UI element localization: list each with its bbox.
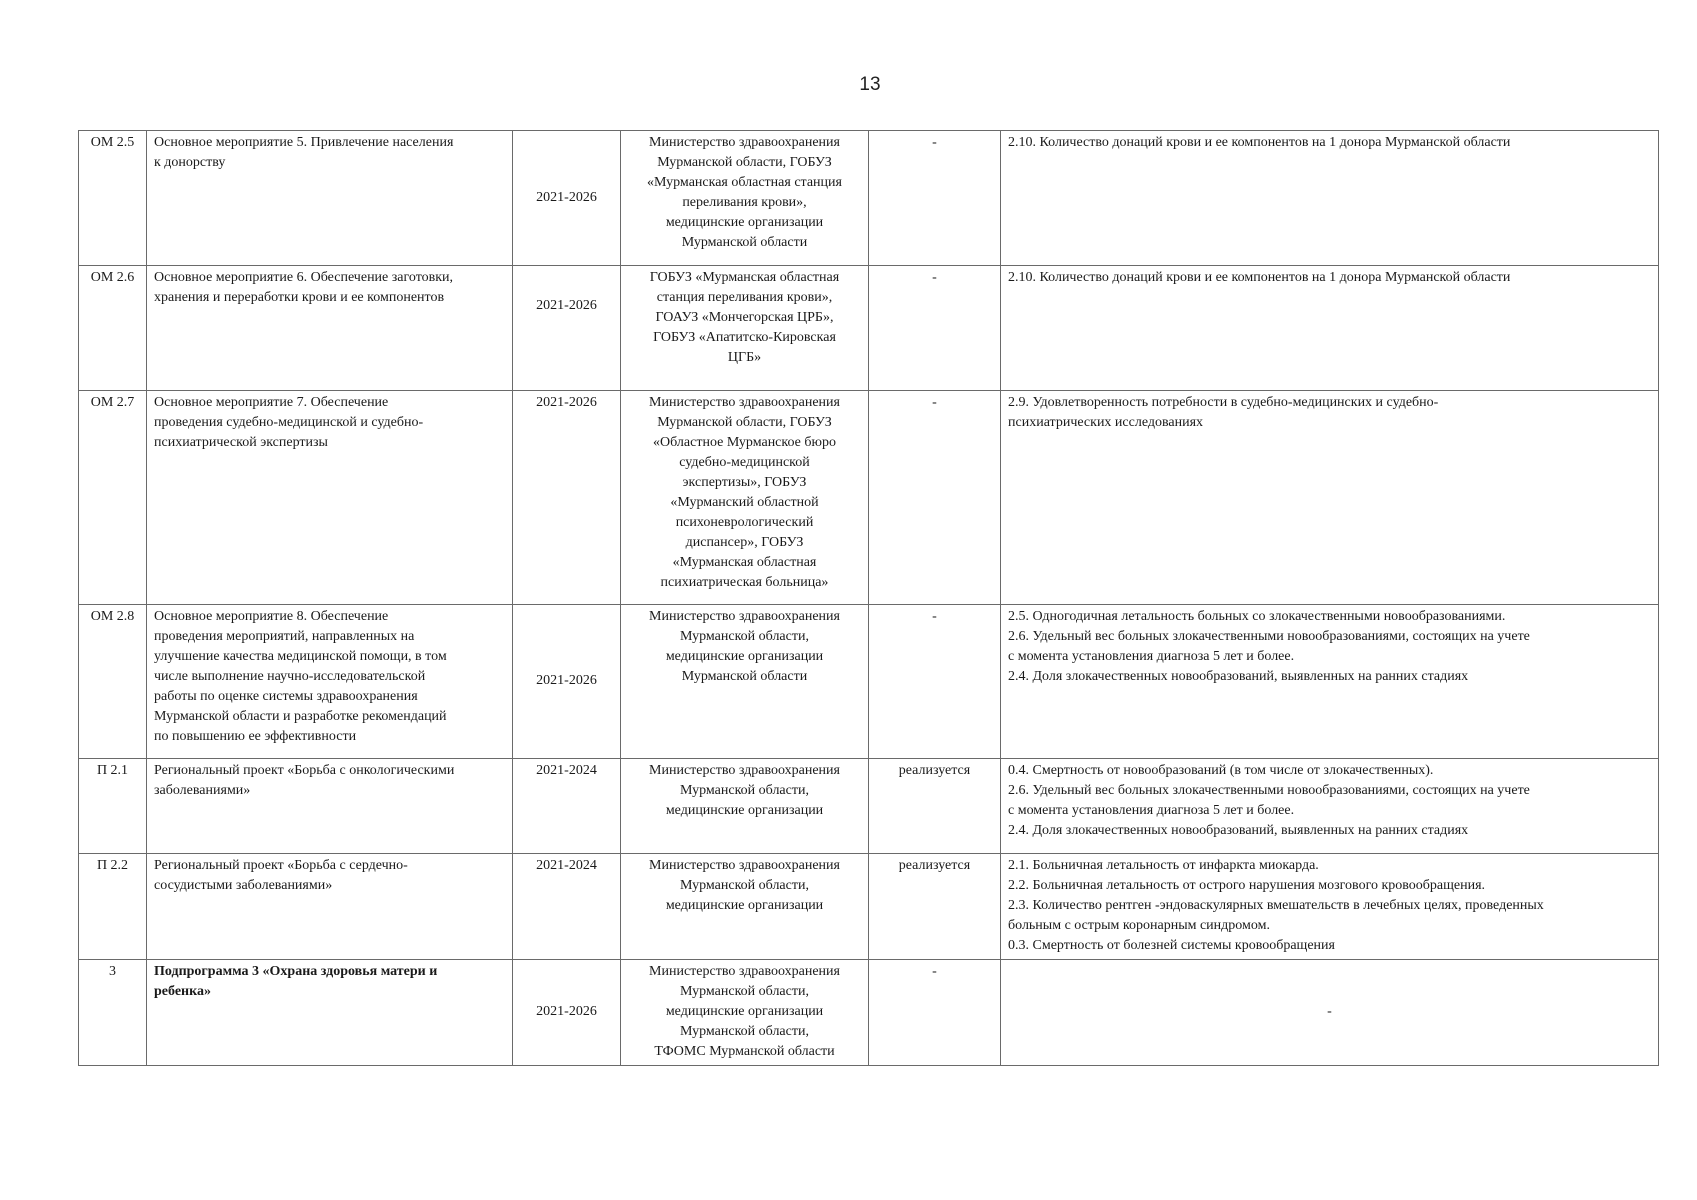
indicator-item: 2.2. Больничная летальность от острого нарушения мозгового кровообращения.	[1008, 878, 1486, 893]
page-number: 13	[859, 74, 881, 95]
table-row	[79, 759, 1659, 854]
activity-status: -	[869, 391, 1001, 605]
activity-indicators	[1001, 759, 1659, 854]
activity-period: 2021-2026	[513, 605, 621, 759]
activity-status: -	[869, 131, 1001, 266]
table-row	[79, 854, 1659, 960]
activity-code: ОМ 2.7	[79, 391, 147, 605]
activity-executor: Министерство здравоохранения Мурманской области, медицинские организации	[621, 759, 869, 854]
activity-name: Основное мероприятие 7. Обеспечение проведения судебно-медицинской и судебно- психиатрической экспертизы	[147, 391, 513, 605]
activity-indicators	[1001, 391, 1659, 605]
activity-status: -	[869, 266, 1001, 391]
activity-indicators	[1001, 266, 1659, 391]
activity-name: Основное мероприятие 8. Обеспечение проведения мероприятий, направленных на улучшение качества медицинской помощи, в том числе выполнение научно-исследовательской работы по оценке системы здравоохранения Мурманской области и разработке рекомендаций по повышению ее эффективности	[147, 605, 513, 759]
indicator-item: 2.10. Количество донаций крови и ее компонентов на 1 донора Мурманской области	[1008, 135, 1511, 150]
indicator-item: 2.3. Количество рентген -эндоваскулярных вмешательств в лечебных целях, проведенных больным с острым коронарным синдромом.	[1008, 898, 1544, 933]
activity-period: 2021-2026	[513, 960, 621, 1066]
activity-code: 3	[79, 960, 147, 1066]
activity-executor: Министерство здравоохранения Мурманской области, медицинские организации Мурманской области	[621, 605, 869, 759]
activity-code: П 2.2	[79, 854, 147, 960]
activity-period: 2021-2024	[513, 854, 621, 960]
indicator-item: 2.9. Удовлетворенность потребности в судебно-медицинских и судебно- психиатрических исследованиях	[1008, 395, 1439, 430]
activity-period	[513, 266, 621, 391]
activity-name: Региональный проект «Борьба с сердечно- сосудистыми заболеваниями»	[147, 854, 513, 960]
indicator-item: 0.3. Смертность от болезней системы кровообращения	[1008, 938, 1335, 953]
activity-executor: ГОБУЗ «Мурманская областная станция переливания крови», ГОАУЗ «Мончегорская ЦРБ», ГОБУЗ «Апатитско-Кировская ЦГБ»	[621, 266, 869, 391]
indicator-item: 0.4. Смертность от новообразований (в том числе от злокачественных).	[1008, 763, 1434, 778]
activity-status: реализуется	[869, 759, 1001, 854]
activity-indicators	[1001, 131, 1659, 266]
activity-name: Основное мероприятие 6. Обеспечение заготовки, хранения и переработки крови и ее компонентов	[147, 266, 513, 391]
period-text: 2021-2026	[536, 298, 597, 313]
activity-indicators	[1001, 854, 1659, 960]
activity-name: Основное мероприятие 5. Привлечение населения к донорству	[147, 131, 513, 266]
activity-status: -	[869, 605, 1001, 759]
activity-period: 2021-2026	[513, 131, 621, 266]
table-row	[79, 605, 1659, 759]
subprogram-name: Подпрограмма 3 «Охрана здоровья матери и ребенка»	[147, 960, 513, 1066]
activity-code: ОМ 2.5	[79, 131, 147, 266]
activity-code: ОМ 2.6	[79, 266, 147, 391]
table-row	[79, 266, 1659, 391]
indicator-item: 2.6. Удельный вес больных злокачественными новообразованиями, состоящих на учете с момента установления диагноза 5 лет и более.	[1008, 629, 1530, 664]
table-row	[79, 391, 1659, 605]
activity-period: 2021-2024	[513, 759, 621, 854]
indicator-item: 2.4. Доля злокачественных новообразований, выявленных на ранних стадиях	[1008, 823, 1469, 838]
table-row	[79, 131, 1659, 266]
activity-code: П 2.1	[79, 759, 147, 854]
activity-executor: Министерство здравоохранения Мурманской области, медицинские организации	[621, 854, 869, 960]
indicator-item: 2.4. Доля злокачественных новообразований, выявленных на ранних стадиях	[1008, 669, 1469, 684]
activity-period: 2021-2026	[513, 391, 621, 605]
activity-executor: Министерство здравоохранения Мурманской области, медицинские организации Мурманской области, ТФОМС Мурманской области	[621, 960, 869, 1066]
activity-code: ОМ 2.8	[79, 605, 147, 759]
activity-name: Региональный проект «Борьба с онкологическими заболеваниями»	[147, 759, 513, 854]
activity-status: -	[869, 960, 1001, 1066]
activity-indicators	[1001, 605, 1659, 759]
indicator-item: 2.1. Больничная летальность от инфаркта миокарда.	[1008, 858, 1319, 873]
activity-status: реализуется	[869, 854, 1001, 960]
activity-executor: Министерство здравоохранения Мурманской области, ГОБУЗ «Областное Мурманское бюро судебно-медицинской экспертизы», ГОБУЗ «Мурманский областной психоневрологический диспансер», ГОБУЗ «Мурманская областная психиатрическая больница»	[621, 391, 869, 605]
activity-executor: Министерство здравоохранения Мурманской области, ГОБУЗ «Мурманская областная станция переливания крови», медицинские организации Мурманской области	[621, 131, 869, 266]
indicator-item: -	[1327, 1004, 1332, 1019]
indicator-item: 2.10. Количество донаций крови и ее компонентов на 1 донора Мурманской области	[1008, 270, 1511, 285]
table-row	[79, 960, 1659, 1066]
indicator-item: 2.5. Одногодичная летальность больных со злокачественными новообразованиями.	[1008, 609, 1506, 624]
activity-indicators	[1001, 960, 1659, 1066]
program-activities-table	[78, 130, 1659, 1066]
indicator-item: 2.6. Удельный вес больных злокачественными новообразованиями, состоящих на учете с момента установления диагноза 5 лет и более.	[1008, 783, 1530, 818]
